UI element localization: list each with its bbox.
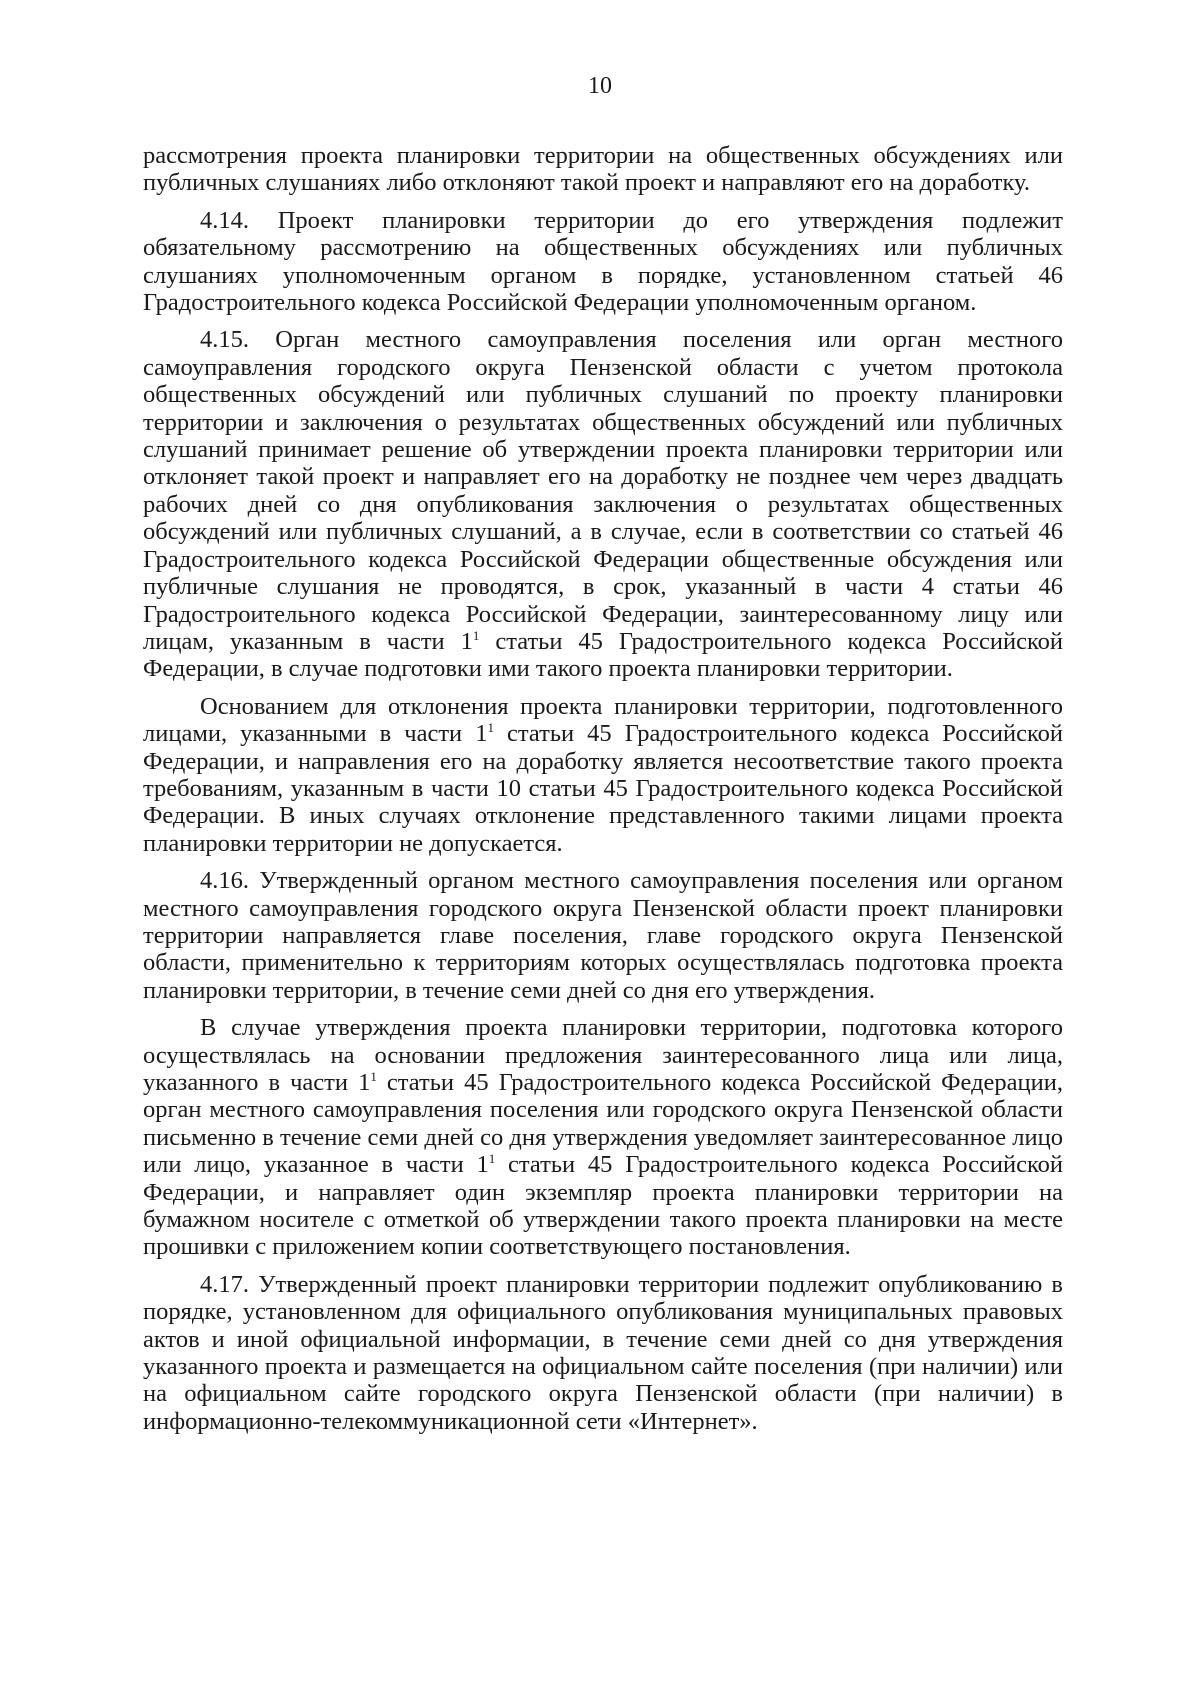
paragraph-text: 4.15. Орган местного самоуправления поселения или орган местного самоуправления городского округа Пензенской области с учетом протокола общественных обсуждений или публичных слушаний по проекту планировки территории и заключения о результатах общественных обсуждений или публичных слушаний принимает решение об утверждении проекта планировки территории или отклоняет такой проект и направляет его на доработку не позднее чем через двадцать рабочих дней со дня опубликования заключения о результатах общественных обсуждений или публичных слушаний, а в случае, если в соответствии со статьей 46 Градостроительного кодекса Российской Федерации общественные обсуждения или публичные слушания не проводятся, в срок, указанный в части 4 статьи 46 Градостроительного кодекса Российской Федерации, заинтересованному лицу или лицам, указанным в части 1 — [143, 326, 1063, 655]
paragraph-text: рассмотрения проекта планировки территории на общественных обсуждениях или публичных слушаниях либо отклоняют такой проект и направляют его на доработку. — [143, 142, 1063, 197]
paragraph-text: 4.17. Утвержденный проект планировки территории подлежит опубликованию в порядке, установленном для официального опубликования муниципальных правовых актов и иной официальной информации, в течение семи дней со дня утверждения указанного проекта и размещается на официальном сайте поселения (при наличии) или на официальном сайте городского округа Пензенской области (при наличии) в информационно-телекоммуникационной сети «Интернет». — [143, 1270, 1063, 1435]
body-paragraph — [143, 142, 1063, 197]
body-paragraph — [143, 1271, 1063, 1435]
paragraph-text: статьи 45 Градостроительного кодекса Российской Федерации, и направления его на доработку является несоответствие такого проекта требованиям, указанным в части 10 статьи 45 Градостроительного кодекса Российской Федерации. В иных случаях отклонение представленного такими лицами проекта планировки территории не допускается. — [143, 720, 1063, 857]
superscript: 1 — [370, 1069, 377, 1084]
document-body — [143, 142, 1063, 1445]
superscript: 1 — [488, 1151, 496, 1167]
paragraph-text: 4.16. Утвержденный органом местного самоуправления поселения или органом местного самоуправления городского округа Пензенской области проект планировки территории направляется главе поселения, главе городского округа Пензенской области, применительно к территориям которых осуществлялась подготовка проекта планировки территории, в течение семи дней со дня его утверждения. — [143, 867, 1063, 1004]
paragraph-text: статьи 45 Градостроительного кодекса Российской Федерации, орган местного самоуправления поселения или городского округа Пензенской области письменно в течение семи дней со дня утверждения уведомляет заинтересованное лицо или лицо, указанное в части 1 — [143, 1069, 1063, 1179]
paragraph-text: статьи 45 Градостроительного кодекса Российской Федерации, в случае подготовки ими такого проекта планировки территории. — [143, 627, 1063, 683]
paragraph-text: В случае утверждения проекта планировки территории, подготовка которого осуществлялась на основании предложения заинтересованного лица или лица, указанного в части 1 — [143, 1014, 1063, 1096]
body-paragraph — [143, 867, 1063, 1004]
superscript: 1 — [487, 720, 494, 736]
page-number: 10 — [588, 73, 612, 99]
body-paragraph — [143, 326, 1063, 682]
body-paragraph — [143, 1014, 1063, 1261]
paragraph-text: статьи 45 Градостроительного кодекса Российской Федерации, и направляет один экземпляр проекта планировки территории на бумажном носителе с отметкой об утверждении такого проекта планировки на месте прошивки с приложением копии соответствующего постановления. — [143, 1151, 1063, 1261]
paragraph-text: 4.14. Проект планировки территории до его утверждения подлежит обязательному рассмотрению на общественных обсуждениях или публичных слушаниях уполномоченным органом в порядке, установленном статьей 46 Градостроительного кодекса Российской Федерации уполномоченным органом. — [143, 206, 1063, 317]
paragraph-text: Основанием для отклонения проекта планировки территории, подготовленного лицами, указанными в части 1 — [143, 692, 1063, 748]
superscript: 1 — [472, 627, 480, 643]
body-paragraph — [143, 207, 1063, 317]
body-paragraph — [143, 693, 1063, 857]
